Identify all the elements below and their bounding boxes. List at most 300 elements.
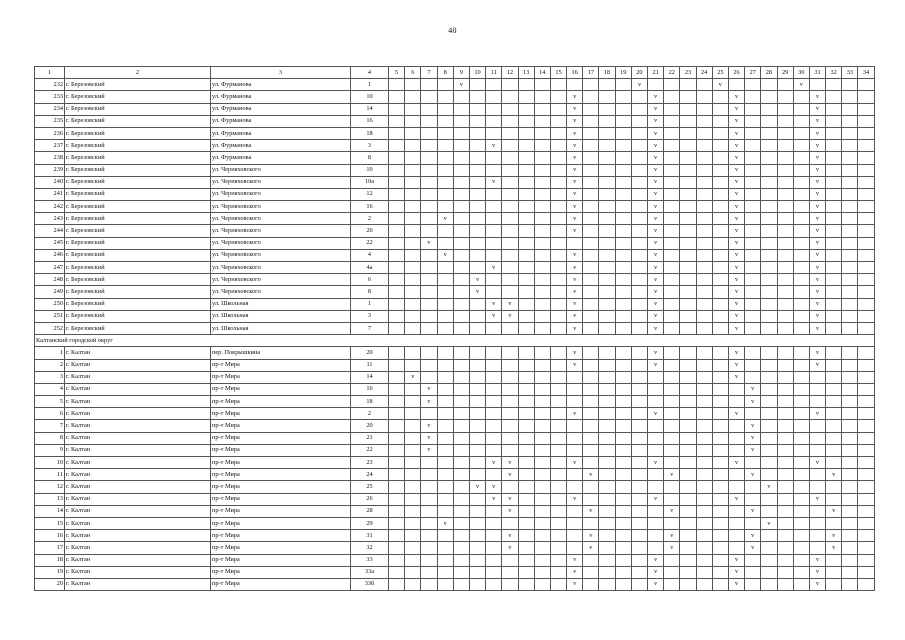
empty-cell [728, 505, 744, 517]
empty-cell [631, 152, 647, 164]
check-mark: v [421, 432, 437, 444]
cell-city: г. Березовский [65, 115, 211, 127]
empty-cell [550, 542, 566, 554]
cell-number: 6 [35, 408, 65, 420]
cell-street: ул. Фурманова [211, 140, 351, 152]
empty-cell [631, 566, 647, 578]
empty-cell [858, 408, 874, 420]
table-row [35, 383, 875, 395]
check-mark: v [648, 164, 664, 176]
check-mark: v [809, 201, 825, 213]
check-mark: v [728, 408, 744, 420]
empty-cell [437, 371, 453, 383]
empty-cell [389, 103, 405, 115]
empty-cell [453, 140, 469, 152]
empty-cell [664, 432, 680, 444]
empty-cell [745, 481, 761, 493]
check-mark: v [486, 457, 502, 469]
empty-cell [453, 371, 469, 383]
empty-cell [777, 347, 793, 359]
empty-cell [502, 127, 518, 139]
empty-cell [858, 322, 874, 334]
empty-cell [437, 176, 453, 188]
check-mark: v [583, 505, 599, 517]
empty-cell [437, 444, 453, 456]
empty-cell [437, 164, 453, 176]
empty-cell [437, 347, 453, 359]
check-mark: v [745, 432, 761, 444]
header-col-31: 31 [809, 67, 825, 79]
empty-cell [518, 505, 534, 517]
check-mark: v [728, 237, 744, 249]
cell-city: г. Березовский [65, 201, 211, 213]
empty-cell [826, 493, 842, 505]
empty-cell [469, 164, 485, 176]
empty-cell [534, 103, 550, 115]
header-col-21: 21 [648, 67, 664, 79]
empty-cell [389, 286, 405, 298]
empty-cell [664, 274, 680, 286]
empty-cell [858, 347, 874, 359]
empty-cell [631, 322, 647, 334]
empty-cell [453, 225, 469, 237]
empty-cell [469, 542, 485, 554]
empty-cell [550, 262, 566, 274]
empty-cell [696, 188, 712, 200]
empty-cell [793, 383, 809, 395]
empty-cell [615, 298, 631, 310]
empty-cell [502, 408, 518, 420]
empty-cell [842, 371, 858, 383]
empty-cell [437, 79, 453, 91]
empty-cell [631, 493, 647, 505]
empty-cell [858, 554, 874, 566]
empty-cell [534, 481, 550, 493]
empty-cell [761, 274, 777, 286]
empty-cell [550, 566, 566, 578]
empty-cell [842, 396, 858, 408]
empty-cell [712, 103, 728, 115]
empty-cell [599, 432, 615, 444]
empty-cell [793, 322, 809, 334]
empty-cell [680, 286, 696, 298]
empty-cell [712, 140, 728, 152]
empty-cell [583, 493, 599, 505]
empty-cell [437, 530, 453, 542]
check-mark: v [502, 469, 518, 481]
empty-cell [518, 408, 534, 420]
empty-cell [469, 469, 485, 481]
empty-cell [486, 359, 502, 371]
check-mark: v [486, 310, 502, 322]
cell-number: 8 [35, 432, 65, 444]
empty-cell [453, 408, 469, 420]
empty-cell [777, 127, 793, 139]
empty-cell [664, 481, 680, 493]
empty-cell [583, 566, 599, 578]
empty-cell [728, 79, 744, 91]
empty-cell [389, 127, 405, 139]
empty-cell [712, 457, 728, 469]
empty-cell [615, 347, 631, 359]
check-mark: v [648, 140, 664, 152]
empty-cell [745, 359, 761, 371]
check-mark: v [809, 213, 825, 225]
empty-cell [858, 432, 874, 444]
empty-cell [502, 359, 518, 371]
empty-cell [745, 152, 761, 164]
cell-street: ул. Фурманова [211, 115, 351, 127]
empty-cell [793, 152, 809, 164]
check-mark: v [567, 249, 583, 261]
empty-cell [615, 164, 631, 176]
empty-cell [761, 420, 777, 432]
empty-cell [664, 371, 680, 383]
empty-cell [421, 213, 437, 225]
empty-cell [696, 152, 712, 164]
empty-cell [518, 432, 534, 444]
table-row [35, 481, 875, 493]
empty-cell [793, 359, 809, 371]
empty-cell [712, 249, 728, 261]
empty-cell [518, 298, 534, 310]
empty-cell [405, 152, 421, 164]
empty-cell [793, 554, 809, 566]
check-mark: v [728, 262, 744, 274]
empty-cell [518, 493, 534, 505]
check-mark: v [502, 310, 518, 322]
empty-cell [826, 201, 842, 213]
empty-cell [486, 91, 502, 103]
empty-cell [777, 225, 793, 237]
empty-cell [453, 213, 469, 225]
check-mark: v [648, 188, 664, 200]
empty-cell [502, 371, 518, 383]
header-col-13: 13 [518, 67, 534, 79]
empty-cell [469, 517, 485, 529]
empty-cell [809, 530, 825, 542]
empty-cell [712, 383, 728, 395]
cell-house: 24 [351, 469, 389, 481]
empty-cell [826, 566, 842, 578]
empty-cell [534, 493, 550, 505]
cell-house: 10 [351, 91, 389, 103]
empty-cell [680, 91, 696, 103]
cell-house: 3 [351, 140, 389, 152]
check-mark: v [728, 103, 744, 115]
cell-house: 6 [351, 274, 389, 286]
empty-cell [389, 383, 405, 395]
empty-cell [389, 298, 405, 310]
header-col-30: 30 [793, 67, 809, 79]
empty-cell [858, 164, 874, 176]
header-col-14: 14 [534, 67, 550, 79]
check-mark: v [567, 554, 583, 566]
empty-cell [664, 249, 680, 261]
empty-cell [469, 347, 485, 359]
empty-cell [680, 578, 696, 590]
section-row [35, 335, 875, 347]
empty-cell [599, 505, 615, 517]
empty-cell [793, 140, 809, 152]
empty-cell [615, 396, 631, 408]
cell-city: г. Калтан [65, 542, 211, 554]
empty-cell [858, 457, 874, 469]
check-mark: v [469, 481, 485, 493]
empty-cell [696, 578, 712, 590]
empty-cell [389, 505, 405, 517]
cell-number: 247 [35, 262, 65, 274]
empty-cell [405, 237, 421, 249]
cell-number: 249 [35, 286, 65, 298]
empty-cell [696, 505, 712, 517]
empty-cell [550, 103, 566, 115]
empty-cell [550, 530, 566, 542]
check-mark: v [745, 505, 761, 517]
empty-cell [405, 91, 421, 103]
empty-cell [680, 188, 696, 200]
empty-cell [680, 359, 696, 371]
check-mark: v [648, 262, 664, 274]
empty-cell [469, 578, 485, 590]
empty-cell [534, 274, 550, 286]
empty-cell [826, 359, 842, 371]
check-mark: v [502, 298, 518, 310]
empty-cell [550, 505, 566, 517]
empty-cell [405, 262, 421, 274]
empty-cell [745, 347, 761, 359]
cell-street: пр-т Мира [211, 420, 351, 432]
cell-house: 18 [351, 127, 389, 139]
empty-cell [631, 420, 647, 432]
empty-cell [712, 188, 728, 200]
empty-cell [550, 359, 566, 371]
check-mark: v [809, 298, 825, 310]
cell-house: 20 [351, 225, 389, 237]
empty-cell [696, 164, 712, 176]
empty-cell [615, 225, 631, 237]
empty-cell [567, 432, 583, 444]
empty-cell [405, 505, 421, 517]
empty-cell [680, 469, 696, 481]
empty-cell [599, 444, 615, 456]
empty-cell [858, 213, 874, 225]
empty-cell [453, 262, 469, 274]
empty-cell [680, 457, 696, 469]
empty-cell [696, 322, 712, 334]
empty-cell [550, 152, 566, 164]
table-row [35, 530, 875, 542]
empty-cell [583, 310, 599, 322]
empty-cell [631, 371, 647, 383]
empty-cell [777, 469, 793, 481]
empty-cell [761, 237, 777, 249]
empty-cell [518, 444, 534, 456]
empty-cell [615, 469, 631, 481]
cell-house: 22 [351, 237, 389, 249]
header-col-11: 11 [486, 67, 502, 79]
empty-cell [809, 371, 825, 383]
cell-house: 1 [351, 79, 389, 91]
empty-cell [421, 91, 437, 103]
check-mark: v [437, 249, 453, 261]
empty-cell [777, 176, 793, 188]
cell-house: 14 [351, 371, 389, 383]
check-mark: v [583, 469, 599, 481]
empty-cell [696, 420, 712, 432]
check-mark: v [648, 322, 664, 334]
empty-cell [777, 298, 793, 310]
empty-cell [680, 554, 696, 566]
empty-cell [777, 91, 793, 103]
empty-cell [761, 542, 777, 554]
empty-cell [389, 164, 405, 176]
empty-cell [858, 493, 874, 505]
check-mark: v [664, 505, 680, 517]
empty-cell [486, 201, 502, 213]
empty-cell [615, 237, 631, 249]
empty-cell [745, 262, 761, 274]
empty-cell [502, 237, 518, 249]
empty-cell [696, 201, 712, 213]
empty-cell [550, 310, 566, 322]
empty-cell [389, 201, 405, 213]
empty-cell [745, 322, 761, 334]
table-row [35, 237, 875, 249]
empty-cell [453, 249, 469, 261]
check-mark: v [648, 408, 664, 420]
empty-cell [567, 237, 583, 249]
empty-cell [534, 249, 550, 261]
empty-cell [518, 542, 534, 554]
empty-cell [599, 383, 615, 395]
table-row [35, 176, 875, 188]
check-mark: v [648, 274, 664, 286]
table-row [35, 554, 875, 566]
check-mark: v [648, 237, 664, 249]
empty-cell [518, 286, 534, 298]
empty-cell [421, 152, 437, 164]
empty-cell [615, 262, 631, 274]
empty-cell [761, 554, 777, 566]
empty-cell [518, 115, 534, 127]
empty-cell [664, 152, 680, 164]
empty-cell [664, 213, 680, 225]
cell-street: пр-т Мира [211, 554, 351, 566]
empty-cell [664, 176, 680, 188]
empty-cell [453, 530, 469, 542]
empty-cell [453, 432, 469, 444]
empty-cell [453, 298, 469, 310]
empty-cell [599, 237, 615, 249]
cell-house: 10 [351, 164, 389, 176]
empty-cell [502, 517, 518, 529]
cell-number: 251 [35, 310, 65, 322]
empty-cell [664, 164, 680, 176]
empty-cell [486, 371, 502, 383]
empty-cell [696, 469, 712, 481]
empty-cell [534, 115, 550, 127]
empty-cell [761, 164, 777, 176]
empty-cell [518, 322, 534, 334]
check-mark: v [648, 578, 664, 590]
empty-cell [712, 530, 728, 542]
empty-cell [550, 225, 566, 237]
header-col-20: 20 [631, 67, 647, 79]
empty-cell [437, 298, 453, 310]
empty-cell [631, 444, 647, 456]
empty-cell [842, 201, 858, 213]
empty-cell [405, 322, 421, 334]
empty-cell [421, 457, 437, 469]
empty-cell [712, 420, 728, 432]
empty-cell [437, 201, 453, 213]
cell-street: ул. Черняховского [211, 176, 351, 188]
empty-cell [502, 79, 518, 91]
empty-cell [631, 274, 647, 286]
cell-house: 4 [351, 249, 389, 261]
empty-cell [550, 237, 566, 249]
empty-cell [518, 274, 534, 286]
cell-number: 19 [35, 566, 65, 578]
empty-cell [453, 347, 469, 359]
cell-street: ул. Школьная [211, 322, 351, 334]
cell-street: пр-т Мира [211, 371, 351, 383]
empty-cell [842, 408, 858, 420]
empty-cell [680, 176, 696, 188]
empty-cell [437, 274, 453, 286]
empty-cell [745, 164, 761, 176]
cell-house: 22 [351, 444, 389, 456]
empty-cell [842, 286, 858, 298]
empty-cell [583, 457, 599, 469]
cell-house: 14 [351, 103, 389, 115]
empty-cell [389, 79, 405, 91]
empty-cell [405, 79, 421, 91]
empty-cell [599, 469, 615, 481]
check-mark: v [486, 298, 502, 310]
empty-cell [469, 298, 485, 310]
cell-number: 14 [35, 505, 65, 517]
empty-cell [389, 249, 405, 261]
empty-cell [453, 420, 469, 432]
empty-cell [712, 286, 728, 298]
empty-cell [453, 127, 469, 139]
header-col-9: 9 [453, 67, 469, 79]
cell-number: 3 [35, 371, 65, 383]
empty-cell [631, 347, 647, 359]
empty-cell [437, 408, 453, 420]
empty-cell [631, 396, 647, 408]
empty-cell [664, 127, 680, 139]
empty-cell [745, 213, 761, 225]
empty-cell [809, 420, 825, 432]
empty-cell [453, 457, 469, 469]
empty-cell [712, 262, 728, 274]
empty-cell [421, 371, 437, 383]
empty-cell [502, 201, 518, 213]
empty-cell [405, 444, 421, 456]
empty-cell [534, 201, 550, 213]
cell-street: пр-т Мира [211, 396, 351, 408]
cell-house: 21 [351, 432, 389, 444]
cell-number: 239 [35, 164, 65, 176]
check-mark: v [567, 566, 583, 578]
empty-cell [826, 322, 842, 334]
empty-cell [453, 396, 469, 408]
cell-city: г. Калтан [65, 408, 211, 420]
empty-cell [469, 383, 485, 395]
